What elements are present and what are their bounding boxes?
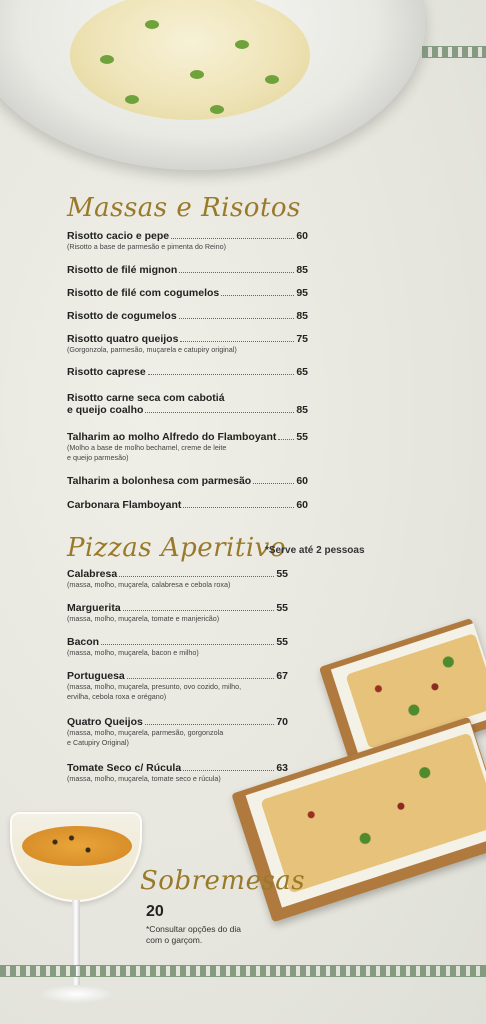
item-price: 85 (296, 404, 308, 416)
item-price: 60 (296, 230, 308, 242)
section-title-pizzas: Pizzas Aperitivo (67, 533, 286, 563)
item-name: Calabresa (67, 568, 118, 580)
serve-note: *Serve até 2 pessoas (265, 545, 365, 556)
item-name: Tomate Seco c/ Rúcula (67, 762, 182, 774)
item-name: Quatro Queijos (67, 716, 143, 728)
item-description: (massa, molho, muçarela, bacon e milho) (67, 648, 199, 657)
sprout-garnish (265, 75, 279, 84)
item-description: (massa, molho, muçarela, parmesão, gorgonzola (67, 728, 224, 737)
item-price: 85 (296, 264, 308, 276)
item-name: Risotto caprese (67, 366, 146, 378)
dot-leader (101, 644, 274, 645)
item-description: (massa, molho, muçarela, tomate seco e rúcula) (67, 774, 221, 783)
item-price: 75 (296, 333, 308, 345)
dot-leader (145, 412, 294, 413)
menu-item (67, 475, 308, 487)
item-name: Talharim ao molho Alfredo do Flamboyant (67, 431, 277, 443)
decorative-border-top (422, 46, 486, 58)
dot-leader (119, 576, 274, 577)
dot-leader (145, 724, 274, 725)
menu-item (67, 670, 288, 702)
item-price: 85 (296, 310, 308, 322)
item-price: 55 (276, 568, 288, 580)
item-name: e queijo coalho (67, 404, 144, 416)
item-description: (massa, molho, muçarela, calabresa e cebola roxa) (67, 580, 231, 589)
dot-leader (253, 483, 294, 484)
item-name: Bacon (67, 636, 100, 648)
section-title-sobremesas: Sobremesas (140, 866, 306, 896)
dessert-note (146, 924, 266, 946)
dot-leader (127, 678, 275, 679)
item-description: (Molho a base de molho bechamel, creme de leite (67, 443, 227, 452)
item-price: 70 (276, 716, 288, 728)
item-name: Risotto cacio e pepe (67, 230, 170, 242)
menu-item (67, 716, 288, 748)
sprout-garnish (210, 105, 224, 114)
sprout-garnish (100, 55, 114, 64)
item-price: 95 (296, 287, 308, 299)
menu-item (67, 264, 308, 276)
dot-leader (183, 770, 274, 771)
menu-item (67, 431, 308, 463)
item-name: Risotto carne seca com cabotiá (67, 392, 225, 404)
sprout-garnish (125, 95, 139, 104)
dessert-topping (22, 826, 132, 866)
item-price: 60 (296, 499, 308, 511)
dessert-price: 20 (146, 903, 164, 920)
item-name: Risotto de filé mignon (67, 264, 178, 276)
item-name: Portuguesa (67, 670, 125, 682)
item-price: 67 (276, 670, 288, 682)
dessert-note-line: com o garçom. (146, 935, 203, 945)
menu-item (67, 366, 308, 378)
item-description: (Gorgonzola, parmesão, muçarela e catupiry original) (67, 345, 237, 354)
sprout-garnish (190, 70, 204, 79)
item-description: (massa, molho, muçarela, tomate e manjericão) (67, 614, 220, 623)
glass-base (40, 985, 114, 1003)
item-description: ervilha, cebola roxa e orégano) (67, 692, 167, 701)
menu-item (67, 310, 308, 322)
dessert-note-line: *Consultar opções do dia (146, 924, 241, 934)
item-price: 55 (276, 636, 288, 648)
item-name: Risotto quatro queijos (67, 333, 179, 345)
dot-leader (278, 439, 294, 440)
item-description: e queijo parmesão) (67, 453, 129, 462)
item-description: (massa, molho, muçarela, presunto, ovo cozido, milho, (67, 682, 242, 691)
dot-leader (221, 295, 294, 296)
menu-item (67, 636, 288, 658)
item-name: Risotto de filé com cogumelos (67, 287, 220, 299)
dot-leader (179, 318, 295, 319)
item-description: (Risotto a base de parmesão e pimenta do Reino) (67, 242, 227, 251)
item-name: Marguerita (67, 602, 121, 614)
dot-leader (183, 507, 294, 508)
item-name: Risotto de cogumelos (67, 310, 177, 322)
item-price: 65 (296, 366, 308, 378)
item-name: Talharim a bolonhesa com parmesão (67, 475, 252, 487)
dot-leader (148, 374, 295, 375)
menu-item (67, 333, 308, 355)
menu-item (67, 568, 288, 590)
item-description: e Catupiry Original) (67, 738, 129, 747)
menu-item (67, 499, 308, 511)
dot-leader (180, 341, 294, 342)
item-price: 63 (276, 762, 288, 774)
item-name: Carbonara Flamboyant (67, 499, 182, 511)
sprout-garnish (145, 20, 159, 29)
menu-item (67, 287, 308, 299)
item-price: 60 (296, 475, 308, 487)
dot-leader (171, 238, 294, 239)
item-price: 55 (276, 602, 288, 614)
dot-leader (179, 272, 294, 273)
section-title-massas: Massas e Risotos (67, 193, 301, 223)
menu-item (67, 602, 288, 624)
item-price: 55 (296, 431, 308, 443)
dot-leader (123, 610, 275, 611)
sprout-garnish (235, 40, 249, 49)
decorative-border-bottom (0, 965, 486, 977)
menu-item (67, 392, 308, 416)
menu-item (67, 230, 308, 252)
menu-item (67, 762, 288, 784)
